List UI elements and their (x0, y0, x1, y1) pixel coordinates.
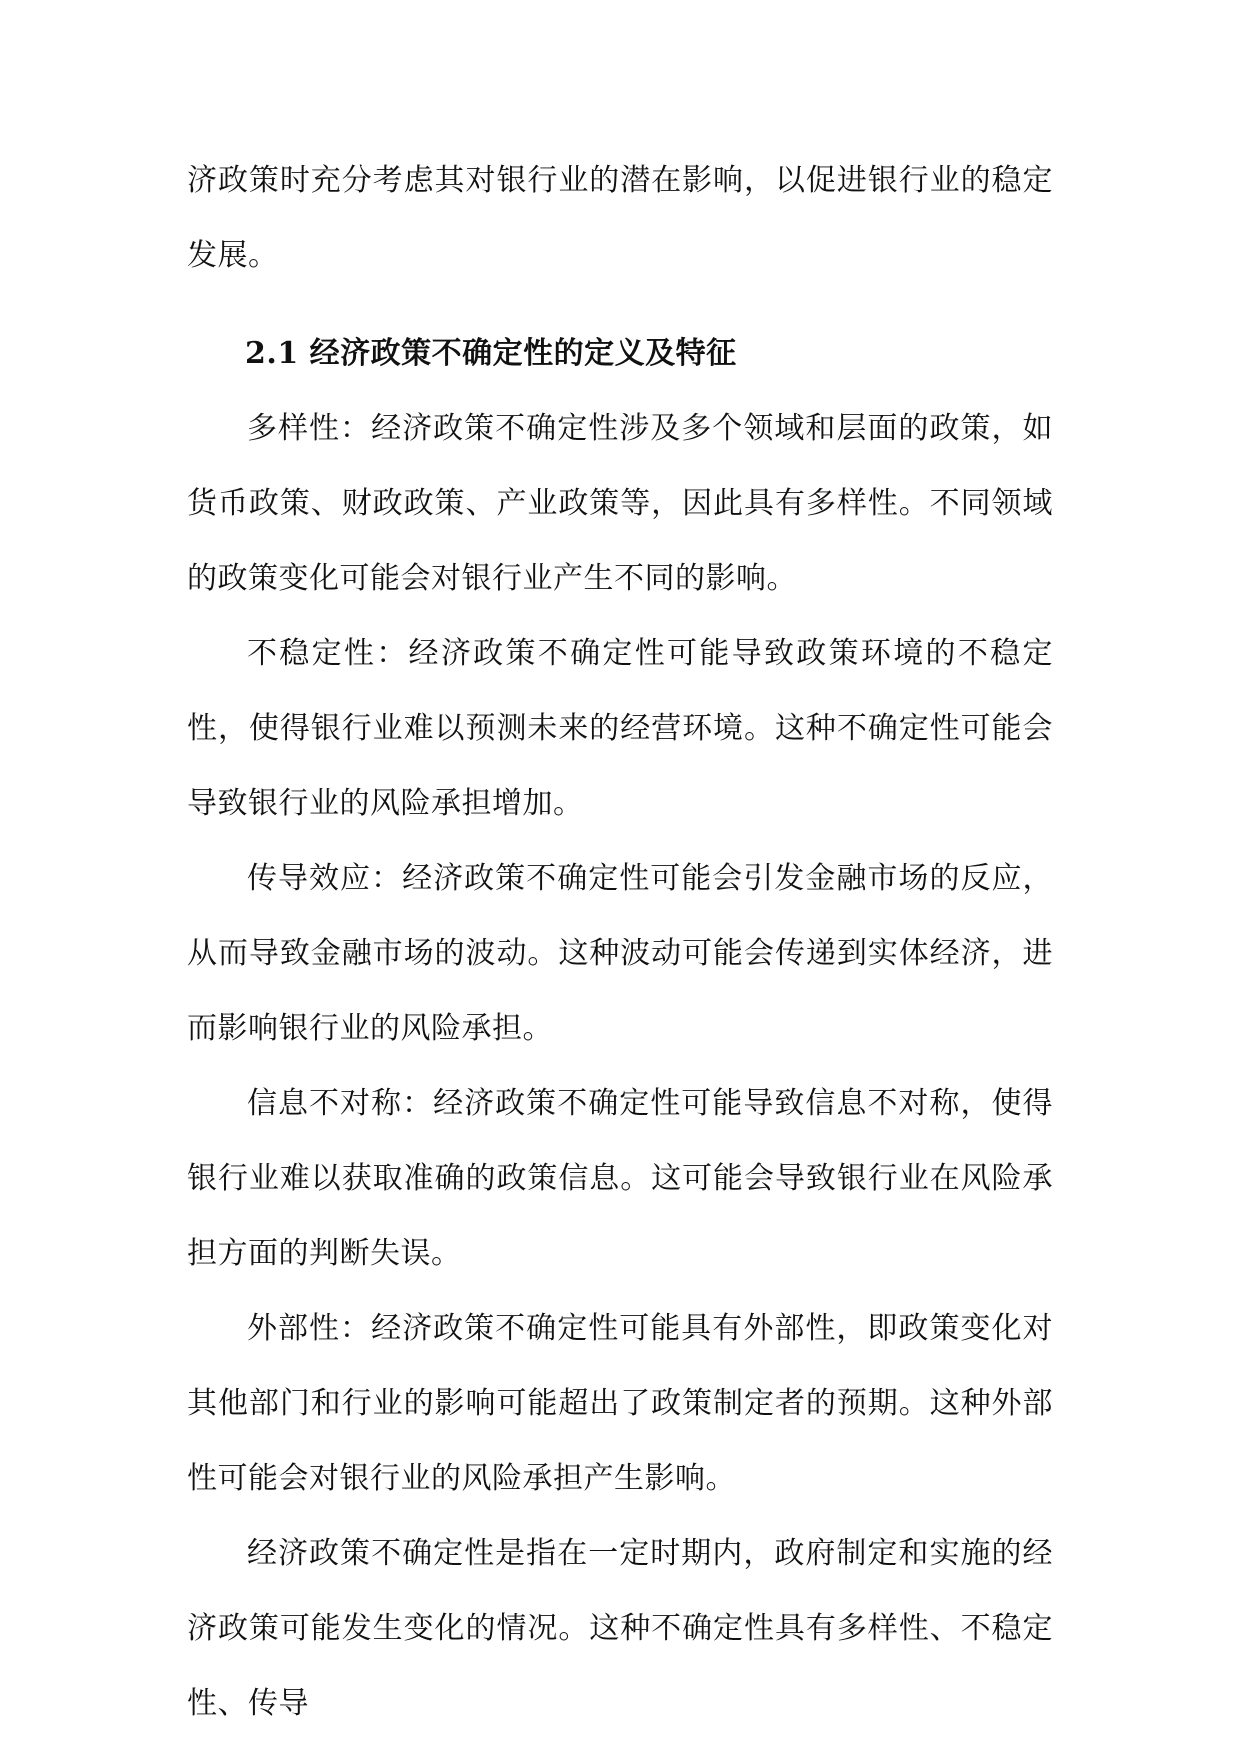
section-heading: 2.1 经济政策不确定性的定义及特征 (245, 336, 737, 371)
paragraph-externality: 外部性：经济政策不确定性可能具有外部性，即政策变化对其他部门和行业的影响可能超出了政策制定者的预期。这种外部性可能会对银行业的风险承担产生影响。 (187, 1311, 1053, 1496)
paragraph-information-asymmetry: 信息不对称：经济政策不确定性可能导致信息不对称，使得银行业难以获取准确的政策信息。这可能会导致银行业在风险承担方面的判断失误。 (187, 1086, 1053, 1271)
document-body (187, 143, 1053, 1741)
paragraph-definition: 经济政策不确定性是指在一定时期内，政府制定和实施的经济政策可能发生变化的情况。这种不确定性具有多样性、不稳定性、传导 (187, 1536, 1053, 1721)
paragraph-transmission: 传导效应：经济政策不确定性可能会引发金融市场的反应，从而导致金融市场的波动。这种波动可能会传递到实体经济，进而影响银行业的风险承担。 (187, 861, 1053, 1046)
paragraph-instability: 不稳定性：经济政策不确定性可能导致政策环境的不稳定性，使得银行业难以预测未来的经营环境。这种不确定性可能会导致银行业的风险承担增加。 (187, 636, 1053, 821)
intro-paragraph: 济政策时充分考虑其对银行业的潜在影响，以促进银行业的稳定发展。 (187, 163, 1053, 273)
paragraph-diversity: 多样性：经济政策不确定性涉及多个领域和层面的政策，如货币政策、财政政策、产业政策等，因此具有多样性。不同领域的政策变化可能会对银行业产生不同的影响。 (187, 411, 1053, 596)
